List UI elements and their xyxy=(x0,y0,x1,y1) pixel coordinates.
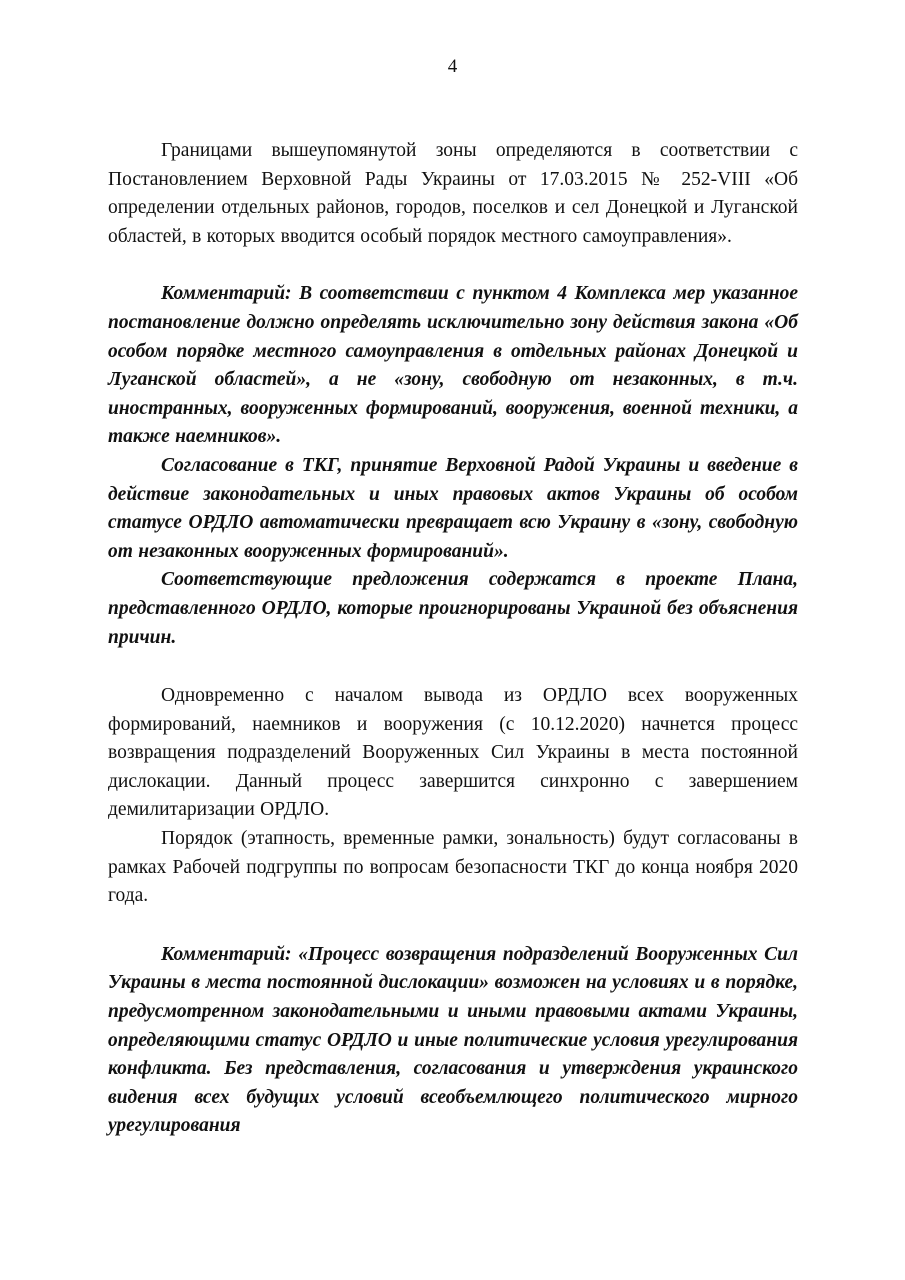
paragraph-procedure: Порядок (этапность, временные рамки, зональность) будут согласованы в рамках Рабочей подгруппы по вопросам безопасности ТКГ до конца ноября 2020 года. xyxy=(108,828,798,907)
comment-return-process: Комментарий: «Процесс возвращения подразделений Вооруженных Сил Украины в места постоянной дислокации» возможен на условиях и в порядке, предусмотренном законодательными и иными правовыми актами Украины, определяющими статус ОРДЛО и иные политические условия урегулирования конфликта. Без представления, согласования и утверждения украинского видения всех будущих условий всеобъемлющего политического мирного урегулирования xyxy=(108,943,798,1137)
page-number: 4 xyxy=(447,56,458,77)
page-body xyxy=(108,137,798,1141)
paragraph-zone-boundaries: Границами вышеупомянутой зоны определяются в соответствии с Постановлением Верховной Рады Украины от 17.03.2015 № 252-VIII «Об определении отдельных районов, городов, поселков и сел Донецкой и Луганской областей, в которых вводится особый порядок местного самоуправления». xyxy=(108,140,798,247)
comment-plan-proposals: Соответствующие предложения содержатся в проекте Плана, представленного ОРДЛО, которые проигнорированы Украиной без объяснения причин. xyxy=(108,569,798,648)
comment-resolution-scope: Комментарий: В соответствии с пунктом 4 Комплекса мер указанное постановление должно определять исключительно зону действия закона «Об особом порядке местного самоуправления в отдельных районах Донецкой и Луганской областей», а не «зону, свободную от незаконных, в т.ч. иностранных, вооруженных формирований, вооружения, военной техники, а также наемников». xyxy=(108,283,798,448)
comment-tkg-agreement: Согласование в ТКГ, принятие Верховной Радой Украины и введение в действие законодательных и иных правовых актов Украины об особом статусе ОРДЛО автоматически превращает всю Украину в «зону, свободную от незаконных вооруженных формирований». xyxy=(108,454,798,562)
paragraph-withdrawal: Одновременно с началом вывода из ОРДЛО всех вооруженных формирований, наемников и вооружения (с 10.12.2020) начнется процесс возвращения подразделений Вооруженных Сил Украины в места постоянной дислокации. Данный процесс завершится синхронно с завершением демилитаризации ОРДЛО. xyxy=(108,685,798,821)
